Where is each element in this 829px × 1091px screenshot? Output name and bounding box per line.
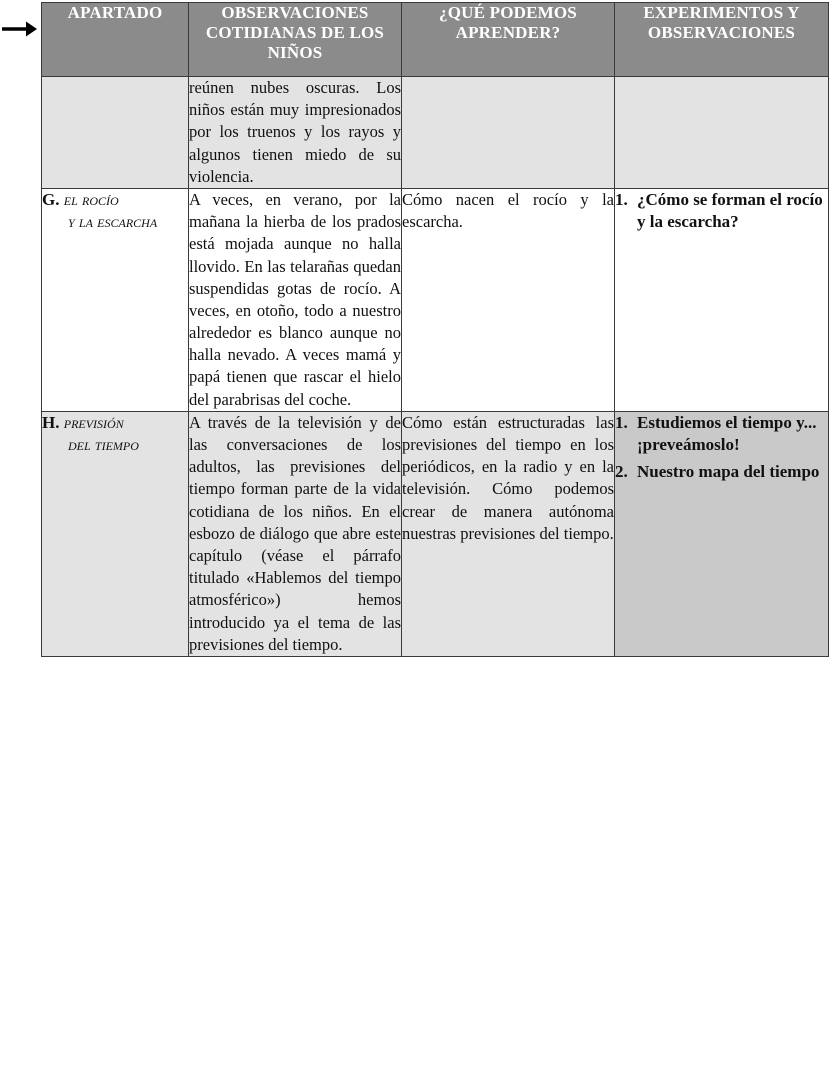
row-0-learn (402, 77, 615, 189)
row-1-exp-0-num: 1. (615, 189, 628, 209)
table-row (42, 188, 829, 411)
row-2-experiments (615, 411, 829, 656)
row-2-learn: Cómo están estructuradas las previsiones del tiempo en los periódicos, en la radio y en la televisión. Cómo podemos crear de manera autónoma nuestras previsiones del tiempo. (402, 411, 615, 656)
row-2-exp-1-num: 2. (615, 461, 628, 481)
row-1-experiments-list (615, 189, 828, 234)
row-1-section-name-line2: y la escarcha (68, 212, 158, 232)
list-item (615, 412, 828, 457)
row-2-section-letter: H. (42, 412, 60, 432)
row-0-experiments (615, 77, 829, 189)
row-2-exp-0-text: Estudiemos el tiempo y...¡preveámoslo! (637, 412, 817, 455)
row-2-section-name: previsión (63, 412, 124, 432)
column-header-experimentos-label: EXPERIMENTOS Y OBSERVACIONES (643, 3, 800, 43)
table-row (42, 411, 829, 656)
row-1-learn: Cómo nacen el rocío y la escarcha. (402, 188, 615, 411)
right-arrow-icon (2, 18, 38, 40)
table-header-row (42, 3, 829, 77)
row-1-section (42, 188, 189, 411)
content-table (41, 2, 829, 657)
row-1-observations: A veces, en verano, por la mañana la hierba de los prados está mojada aunque no halla llovido. En las telarañas quedan suspendidas gotas de rocío. A veces, en otoño, todo a nuestro alrededor es blanco aunque no halla nevado. A veces mamá y papá tienen que rascar el hielo del parabrisas del coche. (189, 188, 402, 411)
row-2-section (42, 411, 189, 656)
table-row (42, 77, 829, 189)
row-2-section-label (42, 412, 188, 456)
row-0-section (42, 77, 189, 189)
list-item (615, 189, 828, 234)
row-1-exp-0-text: ¿Cómo se forman el rocío y la escarcha? (637, 189, 823, 232)
row-1-section-letter: G. (42, 189, 60, 209)
row-2-experiments-list (615, 412, 828, 483)
column-header-observaciones-label: OBSERVACIONES COTIDIANAS DE LOS NIÑOS (205, 3, 385, 63)
column-header-aprender (402, 3, 615, 77)
row-2-exp-1-text: Nuestro mapa del tiempo (637, 461, 820, 481)
row-1-section-name: el rocío (63, 189, 119, 209)
list-item (615, 461, 828, 483)
row-2-observations: A través de la televisión y de las conversaciones de los adultos, las previsiones del tiempo forman parte de la vida cotidiana de los niños. En el esbozo de diálogo que abre este capítulo (véase el párrafo titulado «Hablemos del tiempo atmosférico») hemos introducido ya el tema de las previsiones del tiempo. (189, 411, 402, 656)
row-2-exp-0-num: 1. (615, 412, 628, 432)
row-2-section-name-line2: del tiempo (68, 434, 139, 454)
row-1-experiments (615, 188, 829, 411)
row-1-section-label (42, 189, 188, 233)
column-header-observaciones (189, 3, 402, 77)
column-header-aprender-label: ¿QUÉ PODEMOS APRENDER? (439, 3, 577, 43)
column-header-experimentos (615, 3, 829, 77)
row-0-observations: reúnen nubes oscuras. Los niños están muy impresionados por los truenos y los rayos y algunos tienen miedo de su violencia. (189, 77, 402, 189)
column-header-apartado-label: APARTADO (67, 3, 163, 22)
column-header-apartado (42, 3, 189, 77)
